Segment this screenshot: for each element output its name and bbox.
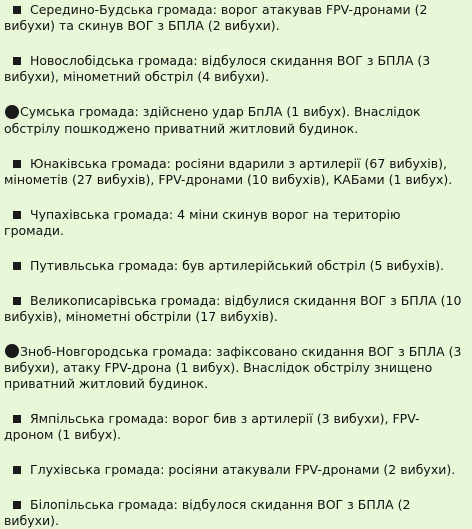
- list-item: [4, 207, 462, 239]
- item-text: Зноб-Новгородська громада: зафіксовано скидання ВОГ з БПЛА (3 вибухи), атаку FPV-дрона (1 вибух). Внаслідок обстрілу знищено приватний житловий будинок.: [4, 343, 462, 391]
- item-text: Чупахівська громада: 4 міни скинув ворог на територію громади.: [4, 206, 401, 238]
- black-square-icon: [13, 501, 21, 509]
- list-item: [4, 497, 462, 529]
- item-text: Великописарівська громада: відбулися скидання ВОГ з БПЛА (10 вибухів), мінометні обстріли (17 вибухів).: [4, 292, 462, 324]
- black-square-icon: [13, 415, 21, 423]
- item-text: Глухівська громада: росіяни атакували FPV-дронами (2 вибухи).: [30, 462, 456, 477]
- item-text: Путивльська громада: був артилерійський обстріл (5 вибухів).: [30, 257, 445, 273]
- black-square-icon: [13, 211, 21, 219]
- black-square-icon: [13, 160, 21, 168]
- list-item: [4, 104, 462, 137]
- black-circle-icon: [5, 344, 19, 358]
- item-text: Юнаківська громада: росіяни вдарили з артилерії (67 вибухів), мінометів (27 вибухів), FPV-дронами (10 вибухів), КАБами (1 вибух).: [4, 155, 453, 187]
- list-item: [4, 53, 462, 85]
- black-square-icon: [13, 297, 21, 305]
- black-square-icon: [13, 57, 21, 65]
- item-text: Сумська громада: здійснено удар БпЛА (1 вибух). Внаслідок обстрілу пошкоджено приватний житловий будинок.: [4, 104, 421, 136]
- list-item: [4, 411, 462, 443]
- list-item: [4, 293, 462, 325]
- black-square-icon: [13, 466, 21, 474]
- item-text: Середино-Будська громада: ворог атакував FPV-дронами (2 вибухи) та скинув ВОГ з БПЛА (2 вибухи).: [4, 2, 428, 33]
- list-item: [4, 344, 462, 393]
- list-item: [4, 156, 462, 188]
- list-item: [4, 258, 462, 274]
- list-item: [4, 462, 462, 478]
- list-item: [4, 2, 462, 34]
- black-circle-icon: [5, 105, 19, 119]
- black-square-icon: [13, 6, 21, 14]
- item-text: Новослобідська громада: відбулося скидання ВОГ з БПЛА (3 вибухи), мінометний обстріл (4 вибухи).: [4, 53, 431, 84]
- item-text: Ямпільська громада: ворог бив з артилерії (3 вибухи), FPV-дроном (1 вибух).: [4, 411, 420, 442]
- item-text: Білопільська громада: відбулося скидання ВОГ з БПЛА (2 вибухи).: [4, 497, 411, 528]
- black-square-icon: [13, 262, 21, 270]
